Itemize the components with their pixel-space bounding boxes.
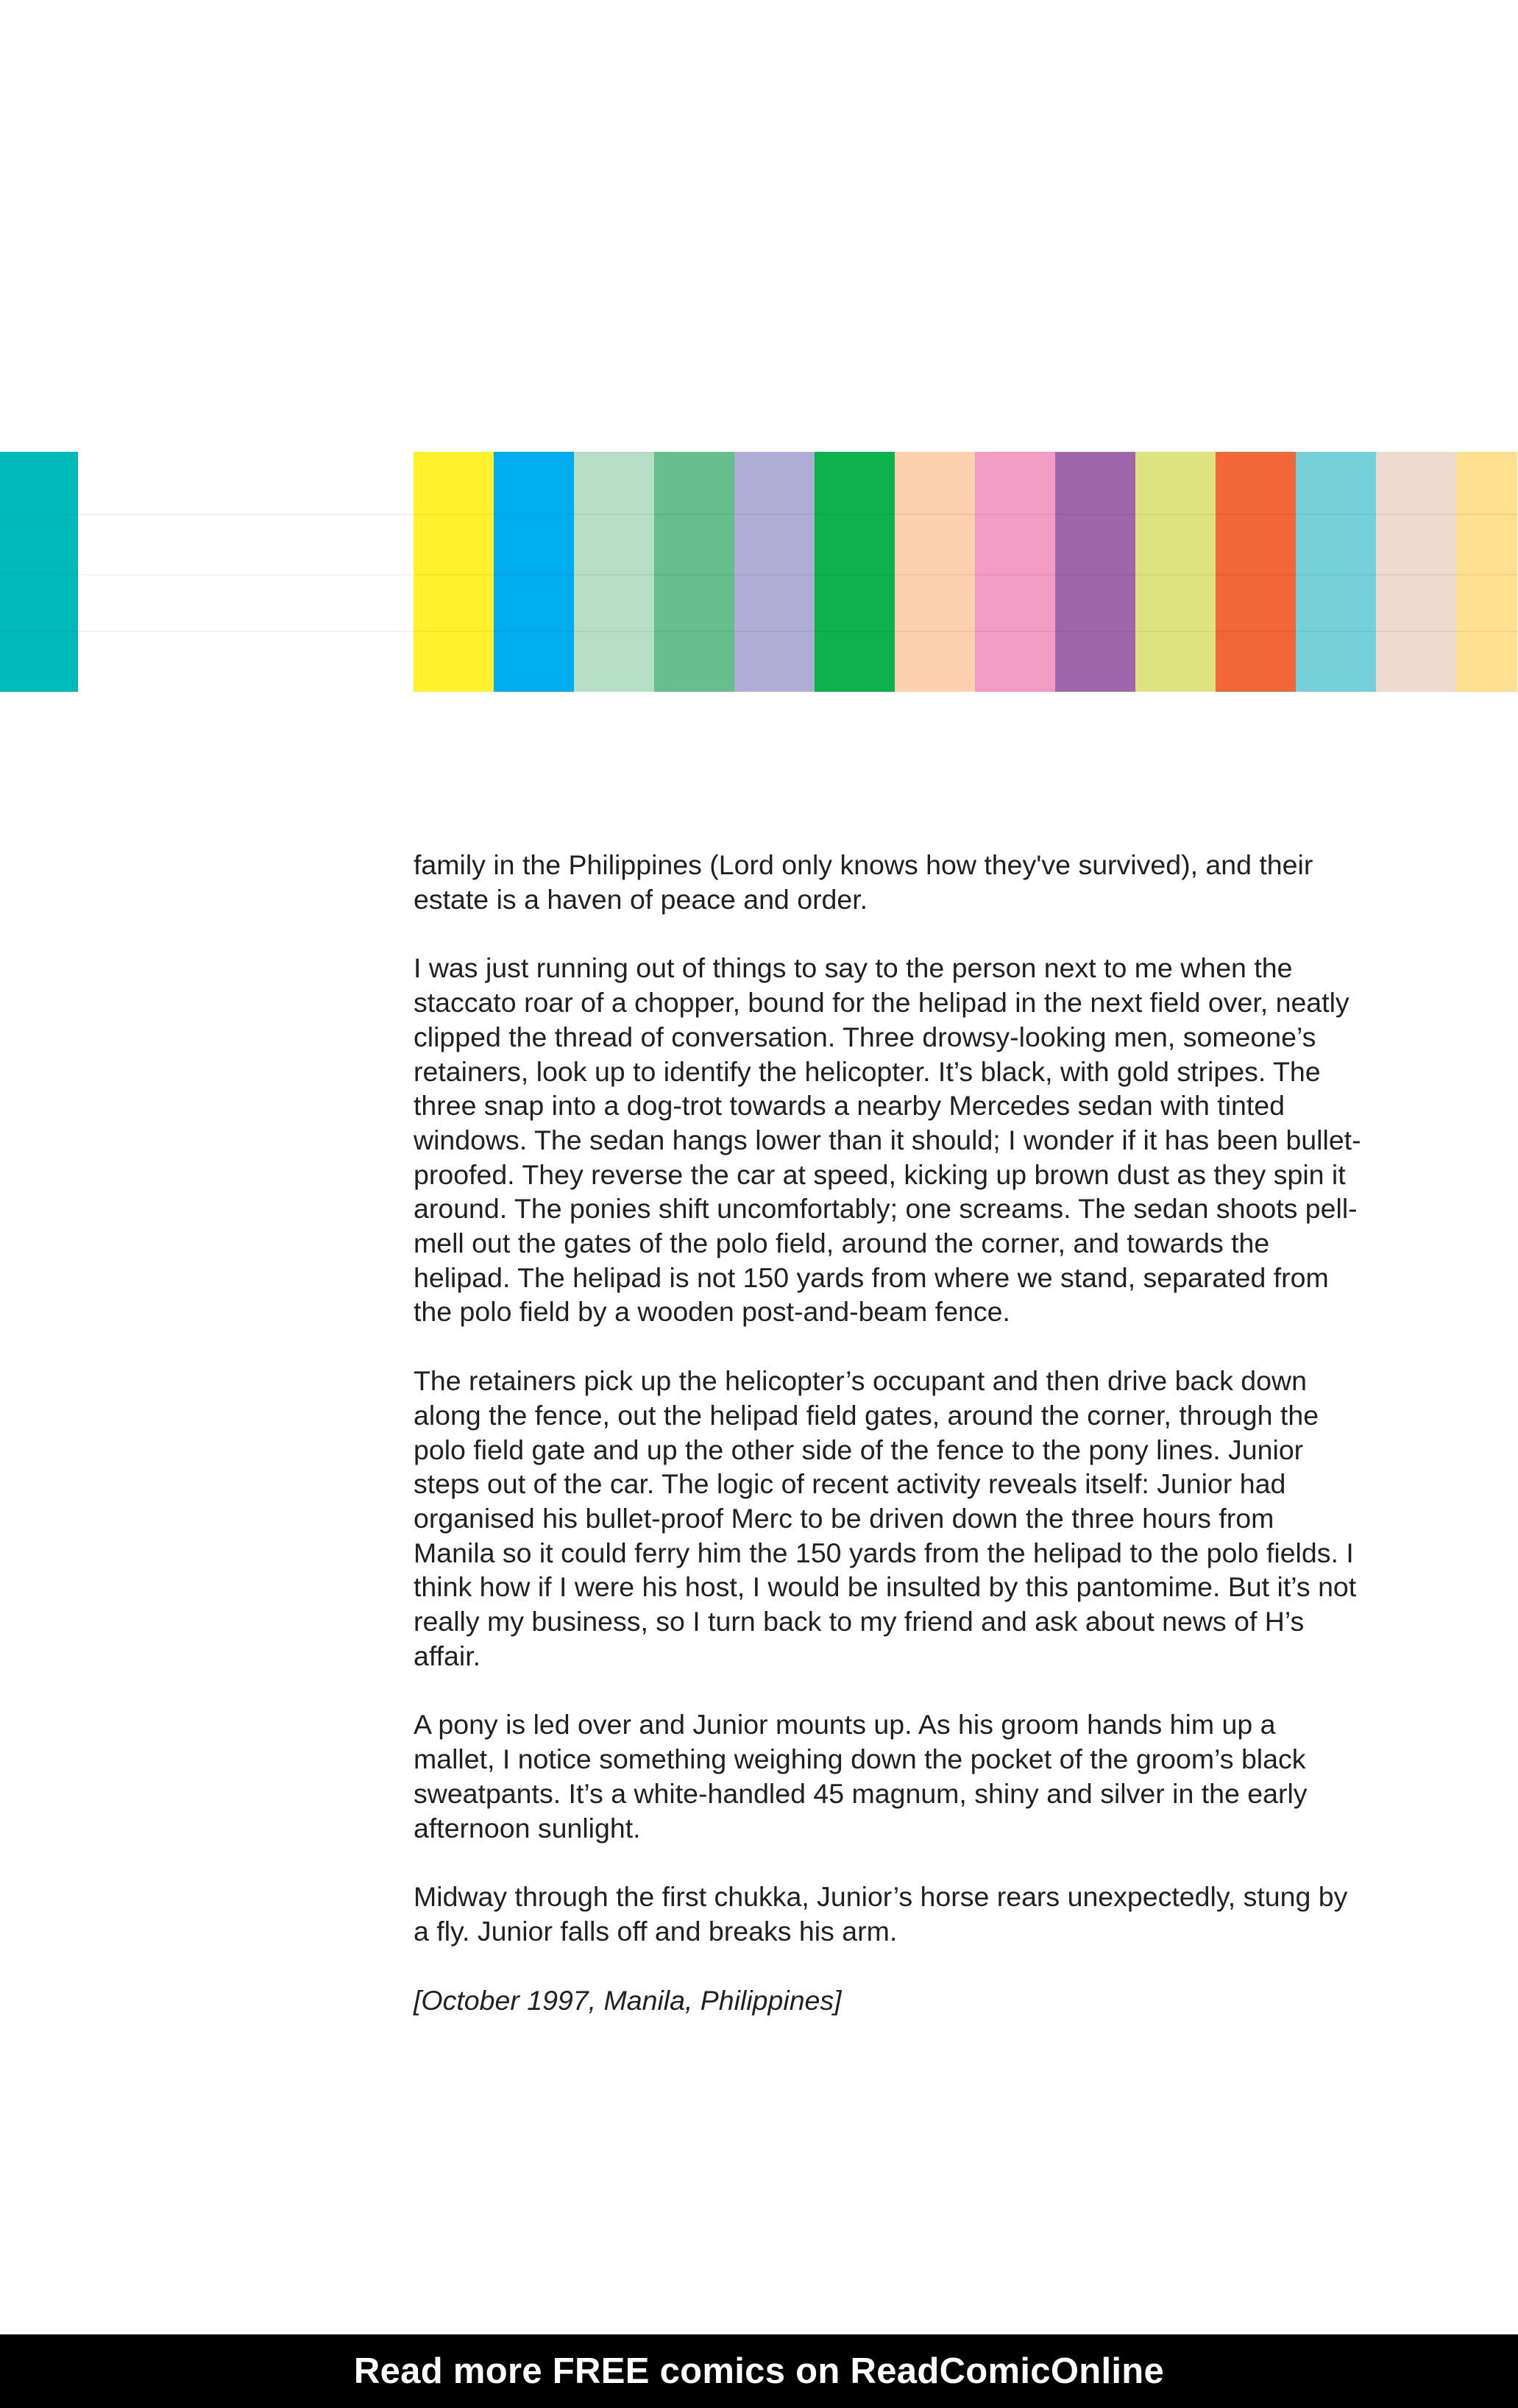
color-swatch — [815, 452, 895, 692]
color-swatch-strip — [414, 452, 1518, 692]
color-swatch — [1376, 452, 1456, 692]
color-swatch — [1296, 452, 1376, 692]
color-swatch — [654, 452, 734, 692]
paragraph: A pony is led over and Junior mounts up. As his groom hands him up a mallet, I notice something weighing down the pocket of the groom’s black sweatpants. It’s a white-handled 45 magnum, shiny and silver in the early afternoon sunlight. — [414, 1709, 1308, 1844]
dateline: [October 1997, Manila, Philippines] — [414, 1984, 842, 2016]
color-swatch — [895, 452, 975, 692]
article-body — [414, 848, 1363, 2052]
left-color-block — [0, 452, 78, 692]
color-swatch — [574, 452, 654, 692]
color-swatch — [1456, 452, 1517, 692]
paragraph: Midway through the first chukka, Junior’s horse rears unexpectedly, stung by a fly. Junior falls off and breaks his arm. — [414, 1881, 1348, 1947]
color-swatch — [414, 452, 494, 692]
paragraph: I was just running out of things to say to the person next to me when the staccato roar of a chopper, bound for the helipad in the next field over, neatly clipped the thread of conversation. Three drowsy-looking men, someone’s retainers, look up to identify the helicopter. It’s black, with gold stripes. The three snap into a dog-trot towards a nearby Mercedes sedan with tinted windows. The sedan hangs lower than it should; I wonder if it has been bullet-proofed. They reverse the car at speed, kicking up brown dust as they spin it around. The ponies shift uncomfortably; one screams. The sedan shoots pell-mell out the gates of the polo field, around the corner, and towards the helipad. The helipad is not 150 yards from where we stand, separated from the polo field by a wooden post-and-beam fence. — [414, 952, 1361, 1328]
paragraph: The retainers pick up the helicopter’s occupant and then drive back down along the fence, out the helipad field gates, around the corner, through the polo field gate and up the other side of the fence to the pony lines. Junior steps out of the car. The logic of recent activity reveals itself: Junior had organised his bullet-proof Merc to be driven down the three hours from Manila so it could ferry him the 150 yards from the helipad to the polo fields. I think how if I were his host, I would be insulted by this pantomime. But it’s not really my business, so I turn back to my friend and ask about news of H’s affair. — [414, 1365, 1357, 1671]
color-swatch — [975, 452, 1055, 692]
color-swatch — [1216, 452, 1296, 692]
banner-text[interactable]: Read more FREE comics on ReadComicOnline — [353, 2351, 1165, 2391]
color-swatch — [1135, 452, 1216, 692]
color-swatch — [494, 452, 574, 692]
paragraph: family in the Philippines (Lord only knows how they've survived), and their estate is a haven of peace and order. — [414, 849, 1313, 915]
promo-banner[interactable] — [0, 2334, 1518, 2408]
color-swatch — [734, 452, 815, 692]
color-swatch — [1055, 452, 1135, 692]
